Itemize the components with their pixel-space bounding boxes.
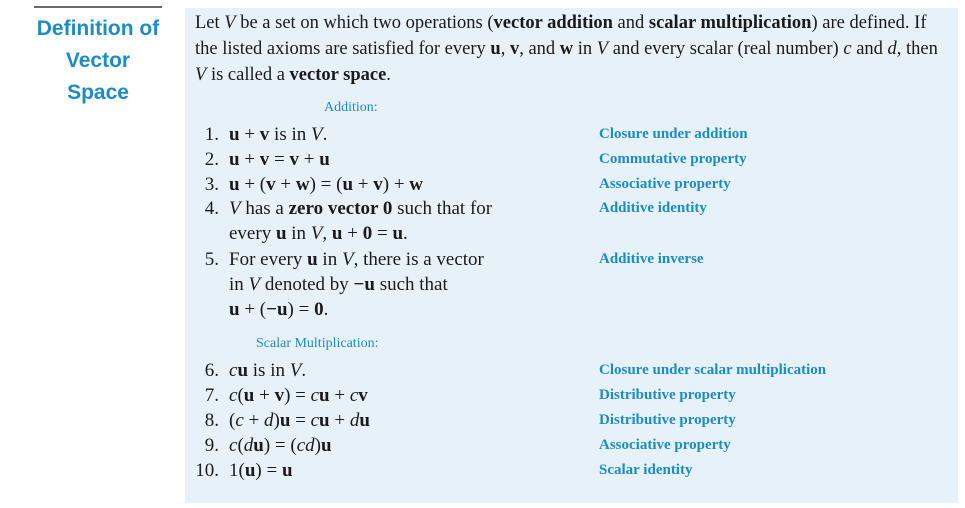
axiom-fragment: ( (229, 410, 236, 431)
axiom-fragment: + (239, 124, 260, 145)
intro-text: ) are defined. If the listed axioms are satisfied for every (195, 13, 927, 59)
axiom-7-text (229, 383, 368, 408)
intro-vector: v (509, 39, 520, 59)
axiom-fragment: has a (240, 198, 289, 219)
axiom-10-text (229, 458, 293, 483)
intro-var: V (596, 39, 609, 59)
intro-text: , (500, 39, 510, 59)
axiom-fragment: + ( (239, 174, 267, 195)
sidebar-rule (34, 6, 162, 8)
axiom-fragment: denoted by (260, 274, 354, 295)
axiom-9-text (229, 433, 332, 458)
definition-box (185, 8, 958, 503)
axiom-4-text (229, 196, 492, 246)
axiom-property: Associative property (599, 176, 731, 192)
axiom-fragment: u (229, 174, 240, 195)
axiom-fragment: ) = ( (263, 435, 297, 456)
axiom-fragment: 0 (314, 299, 324, 320)
axiom-fragment: + (329, 410, 350, 431)
axiom-fragment: u (319, 385, 330, 406)
intro-var: c (843, 39, 852, 59)
axiom-fragment: + ( (239, 299, 267, 320)
axiom-number: 3. (204, 174, 219, 195)
axiom-property: Distributive property (599, 387, 736, 403)
axiom-6-text (229, 358, 306, 383)
axiom-fragment: u (237, 360, 249, 381)
axiom-property: Commutative property (599, 151, 747, 167)
sidebar-title (34, 13, 162, 109)
axiom-fragment: in (229, 274, 249, 295)
axiom-fragment: u (243, 385, 255, 406)
axiom-fragment: ) (314, 435, 321, 456)
axiom-fragment: + (243, 410, 264, 431)
axiom-number: 9. (204, 435, 219, 456)
axiom-fragment: + (299, 149, 320, 170)
axiom-fragment: d (263, 410, 274, 431)
axiom-fragment: zero vector 0 (288, 198, 393, 219)
axiom-fragment: + (275, 174, 296, 195)
axiom-fragment: V (341, 249, 354, 270)
axiom-fragment: = (290, 410, 311, 431)
axiom-fragment: ( (237, 385, 244, 406)
axiom-property: Additive identity (599, 200, 707, 216)
intro-var: V (224, 13, 236, 33)
axiom-fragment: . (403, 223, 408, 244)
axiom-fragment: ) = ( (309, 174, 343, 195)
axiom-fragment: u (307, 249, 318, 270)
axiom-fragment: w (409, 174, 424, 195)
axiom-fragment: + (329, 385, 350, 406)
axiom-fragment: w (295, 174, 310, 195)
axiom-fragment: c (349, 385, 359, 406)
axiom-fragment: + (254, 385, 275, 406)
intro-text: , and (519, 39, 560, 59)
axiom-fragment: −u (353, 274, 375, 295)
definition-sidebar (34, 6, 162, 109)
axiom-fragment: u (229, 149, 240, 170)
sidebar-title-line2: Vector Space (65, 49, 131, 104)
axiom-3-text (229, 172, 423, 197)
axiom-fragment: 0 (362, 223, 373, 244)
axiom-fragment: v (259, 149, 270, 170)
axiom-fragment: V (311, 124, 323, 145)
intro-var: V (195, 65, 207, 85)
sidebar-title-line1: Definition of (36, 17, 160, 40)
scalar-multiplication-heading: Scalar Multiplication: (256, 336, 379, 351)
axiom-1-text (229, 122, 327, 147)
axiom-number: 8. (204, 410, 219, 431)
axiom-fragment: u (279, 410, 291, 431)
axiom-fragment: V (310, 223, 323, 244)
axiom-fragment: c (310, 410, 320, 431)
axiom-fragment: u (319, 149, 330, 170)
axiom-fragment: u (229, 124, 240, 145)
axiom-fragment: . (323, 299, 329, 320)
axiom-fragment: For every (229, 249, 308, 270)
axiom-number: 10. (195, 460, 219, 481)
axiom-fragment: , (322, 223, 332, 244)
axiom-fragment: u (342, 174, 354, 195)
axiom-fragment: ) + (382, 174, 410, 195)
intro-text: and every scalar (real number) (608, 39, 844, 59)
axiom-property: Scalar identity (599, 462, 693, 478)
axiom-fragment: V (289, 360, 302, 381)
axiom-property: Additive inverse (599, 251, 704, 267)
intro-text: , then (896, 39, 938, 59)
addition-heading: Addition: (324, 100, 378, 115)
axiom-fragment: u (275, 223, 287, 244)
axiom-fragment: u (281, 460, 293, 481)
axiom-fragment: v (274, 385, 285, 406)
axiom-fragment: is in (269, 124, 311, 145)
intro-text: . (386, 65, 391, 85)
axiom-fragment: , there is a vector (353, 249, 484, 270)
axiom-fragment: u (244, 460, 256, 481)
axiom-fragment: d (243, 435, 254, 456)
axiom-fragment: u (319, 410, 330, 431)
intro-text: and (851, 39, 888, 59)
intro-text: is called a (206, 65, 290, 85)
axiom-fragment: u (253, 435, 264, 456)
intro-var: d (887, 39, 897, 59)
intro-bold: vector space (289, 65, 387, 85)
axiom-number: 4. (204, 198, 219, 219)
axiom-fragment: c (229, 385, 238, 406)
intro-vector: w (559, 39, 574, 59)
axiom-8-text (229, 408, 370, 433)
definition-intro (195, 10, 950, 88)
axiom-fragment: u (320, 435, 332, 456)
axiom-fragment: = (372, 223, 393, 244)
axiom-fragment: u (229, 299, 240, 320)
axiom-number: 5. (204, 249, 219, 270)
axiom-fragment: is in (248, 360, 290, 381)
axiom-fragment: V (248, 274, 261, 295)
axiom-fragment: . (301, 360, 307, 381)
axiom-fragment: + (342, 223, 363, 244)
axiom-fragment: ) = (255, 460, 282, 481)
axiom-fragment: −u (266, 299, 288, 320)
axiom-fragment: in (317, 249, 342, 270)
axiom-fragment: every (229, 223, 276, 244)
axiom-fragment: + (239, 149, 260, 170)
axiom-property: Associative property (599, 437, 731, 453)
axiom-fragment: . (322, 124, 328, 145)
axiom-fragment: u (359, 410, 370, 431)
axiom-fragment: u (331, 223, 343, 244)
intro-bold: scalar multiplication (648, 13, 812, 33)
axiom-fragment: ) (273, 410, 280, 431)
intro-text: and (612, 13, 649, 33)
axiom-fragment: ) = (287, 299, 315, 320)
axiom-fragment: v (373, 174, 383, 195)
axiom-fragment: = (269, 149, 290, 170)
axiom-fragment: v (259, 124, 270, 145)
axiom-fragment: such that for (392, 198, 493, 219)
axiom-fragment: v (266, 174, 276, 195)
intro-bold: vector addition (493, 13, 613, 33)
axiom-5-text (229, 247, 484, 322)
axiom-fragment: ( (237, 435, 244, 456)
axiom-number: 2. (204, 149, 219, 170)
axiom-fragment: V (229, 198, 241, 219)
axiom-fragment: v (289, 149, 300, 170)
axiom-2-text (229, 147, 330, 172)
axiom-fragment: in (286, 223, 311, 244)
axiom-number: 6. (204, 360, 219, 381)
axiom-property: Distributive property (599, 412, 736, 428)
axiom-fragment: c (229, 360, 238, 381)
axiom-fragment: c (310, 385, 320, 406)
axiom-number: 7. (204, 385, 219, 406)
axiom-fragment: u (392, 223, 404, 244)
axiom-fragment: c (229, 435, 238, 456)
intro-text: be a set on which two operations ( (235, 13, 494, 33)
axiom-fragment: + (353, 174, 374, 195)
axiom-fragment: cd (296, 435, 315, 456)
axiom-fragment: such that (374, 274, 448, 295)
axiom-fragment: v (358, 385, 368, 406)
intro-vector: u (490, 39, 501, 59)
intro-text: in (573, 39, 597, 59)
axiom-fragment: 1( (229, 460, 245, 481)
intro-text: Let (195, 13, 225, 33)
axiom-fragment: c (235, 410, 244, 431)
axiom-number: 1. (204, 124, 219, 145)
axiom-property: Closure under addition (599, 126, 748, 142)
axiom-fragment: d (349, 410, 360, 431)
axiom-fragment: ) = (284, 385, 311, 406)
axiom-property: Closure under scalar multiplication (599, 362, 827, 378)
